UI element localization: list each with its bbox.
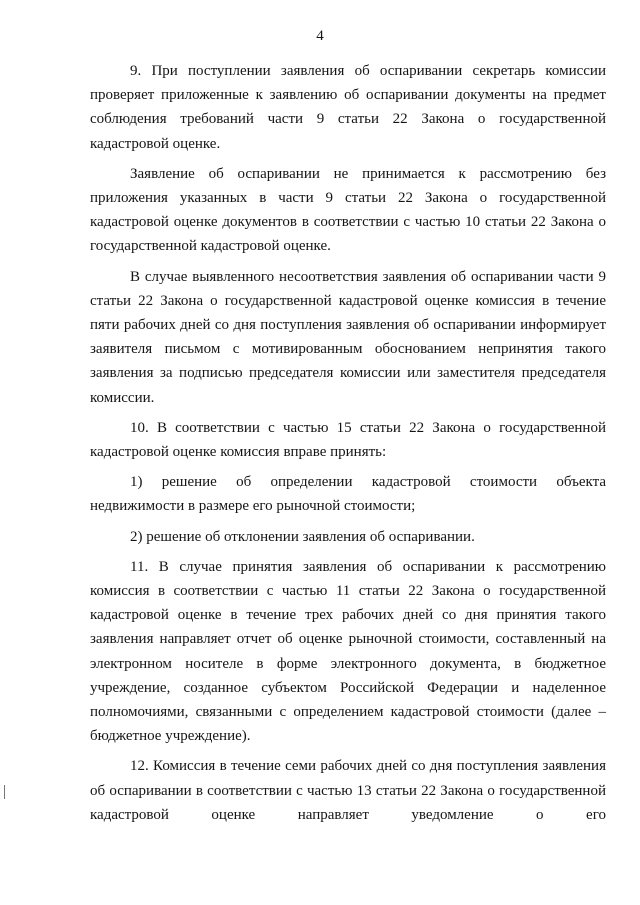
- document-body: [90, 59, 606, 833]
- paragraph-9: 9. При поступлении заявления об оспаривании секретарь комиссии проверяет приложенные к заявлению об оспаривании документы на предмет соблюдения требований части 9 статьи 22 Закона о государственной кадастровой оценке.: [90, 63, 606, 152]
- paragraph-10: 10. В соответствии с частью 15 статьи 22 Закона о государственной кадастровой оценке комиссия вправе принять:: [90, 419, 606, 461]
- paragraph-12: 12. Комиссия в течение семи рабочих дней со дня поступления заявления об оспаривании в соответствии с частью 13 статьи 22 Закона о государственной кадастровой оценке направляет уведомление о его: [90, 758, 606, 823]
- paragraph-10-item-1: 1) решение об определении кадастровой стоимости объекта недвижимости в размере его рыночной стоимости;: [90, 474, 606, 515]
- scan-margin-mark: [4, 785, 8, 799]
- paragraph-10-item-2: 2) решение об отклонении заявления об оспаривании.: [130, 528, 475, 545]
- paragraph-11: 11. В случае принятия заявления об оспаривании к рассмотрению комиссия в соответствии с частью 11 статьи 22 Закона о государственной кадастровой оценке в течение трех рабочих дней со дня принятия такого заявления направляет отчет об оценке рыночной стоимости, составленный на электронном носителе в форме электронного документа, в бюджетное учреждение, созданное субъектом Российской Федерации и наделенное полномочиями, связанными с определением кадастровой стоимости (далее – бюджетное учреждение).: [90, 558, 606, 745]
- paragraph-9-rejection: Заявление об оспаривании не принимается к рассмотрению без приложения указанных в части 9 статьи 22 Закона о государственной кадастровой оценке документов в соответствии с частью 10 статьи 22 Закона о государственной кадастровой оценке.: [90, 165, 606, 255]
- page-number: 4: [316, 28, 324, 44]
- paragraph-9-mismatch: В случае выявленного несоответствия заявления об оспаривании части 9 статьи 22 Закона о государственной кадастровой оценке комиссия в течение пяти рабочих дней со дня поступления заявления об оспаривании информирует заявителя письмом с мотивированным обоснованием непринятия такого заявления за подписью председателя комиссии или заместителя председателя комиссии.: [90, 268, 606, 406]
